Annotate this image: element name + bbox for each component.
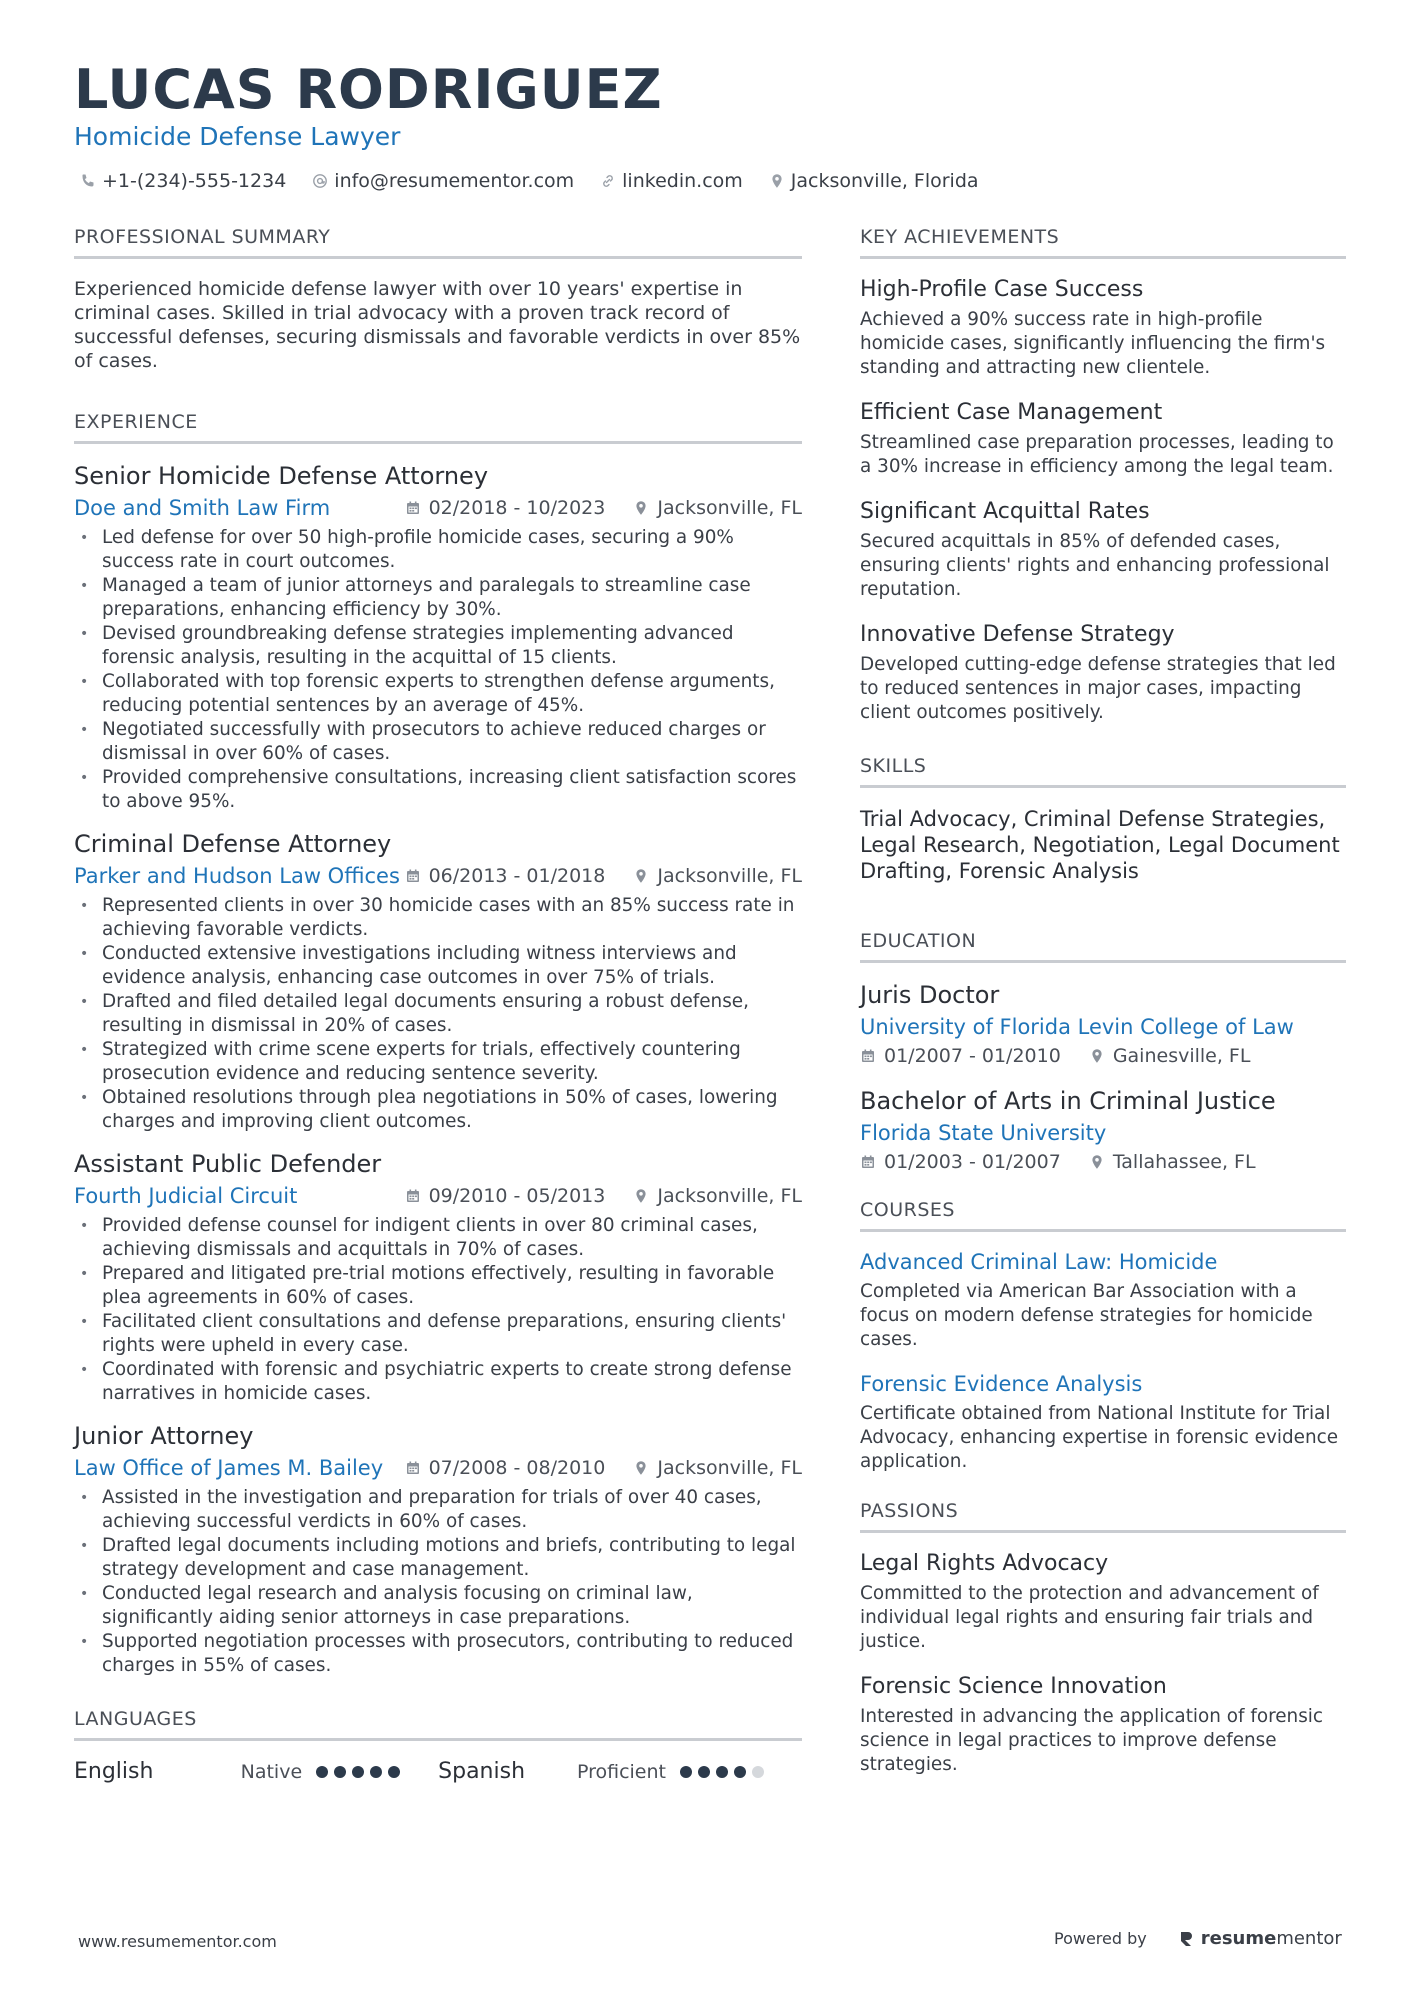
education-school: University of Florida Levin College of Law — [860, 1015, 1294, 1039]
job-title: Senior Homicide Defense Attorney — [74, 462, 489, 490]
education-meta — [860, 1151, 1346, 1173]
rating-dot — [680, 1766, 692, 1778]
section-title-experience: EXPERIENCE — [74, 411, 802, 444]
education-degree: Bachelor of Arts in Criminal Justice — [860, 1087, 1276, 1115]
job-bullet: • Conducted legal research and analysis focusing on criminal law, significantly aiding senior attorneys in case preparations. — [74, 1582, 802, 1630]
achievement-title: High-Profile Case Success — [860, 277, 1144, 302]
job-meta — [74, 1184, 802, 1208]
job-meta — [74, 1456, 802, 1480]
job-entry — [74, 462, 802, 814]
company-name: Parker and Hudson Law Offices — [74, 864, 400, 888]
job-bullet: • Obtained resolutions through plea negotiations in 50% of cases, lowering charges and improving client outcomes. — [74, 1086, 802, 1134]
contact-phone — [80, 170, 286, 192]
passion-title: Forensic Science Innovation — [860, 1674, 1167, 1699]
experience-section — [74, 411, 802, 1678]
linkedin-text: linkedin.com — [622, 170, 743, 192]
rating-dot — [388, 1766, 400, 1778]
job-meta-right — [405, 1185, 802, 1207]
language-name: English — [74, 1759, 154, 1784]
course-item — [860, 1250, 1346, 1352]
achievement-list — [860, 277, 1346, 725]
job-bullet: • Coordinated with forensic and psychiatric experts to create strong defense narratives in homicide cases. — [74, 1358, 802, 1406]
brand-suffix: mentor — [1276, 1928, 1342, 1949]
contact-location — [769, 170, 979, 192]
footer-powered — [1054, 1928, 1342, 1949]
education-school: Florida State University — [860, 1121, 1107, 1145]
job-bullet: • Supported negotiation processes with prosecutors, contributing to reduced charges in 55% of cases. — [74, 1630, 802, 1678]
job-dates — [405, 1457, 606, 1479]
education-item — [860, 1087, 1346, 1173]
job-location — [633, 1457, 802, 1479]
job-meta-right — [405, 1457, 802, 1479]
achievement-desc: Secured acquittals in 85% of defended cases, ensuring clients' rights and enhancing professional reputation. — [860, 531, 1330, 600]
section-title-passions: PASSIONS — [860, 1500, 1346, 1533]
achievement-desc: Achieved a 90% success rate in high-profile homicide cases, significantly influencing the firm's standing and attracting new clientele. — [860, 309, 1326, 378]
job-dates-text: 06/2013 - 01/2018 — [428, 865, 606, 887]
course-title: Forensic Evidence Analysis — [860, 1372, 1143, 1396]
footer-website[interactable]: www.resumementor.com — [78, 1932, 277, 1951]
language-name: Spanish — [438, 1759, 526, 1784]
education-location-text: Gainesville, FL — [1112, 1045, 1251, 1067]
language-level: Native — [240, 1760, 303, 1783]
course-item — [860, 1372, 1346, 1474]
section-title-courses: COURSES — [860, 1199, 1346, 1232]
rating-dot — [352, 1766, 364, 1778]
brand-logo[interactable] — [1179, 1928, 1342, 1949]
calendar-icon — [405, 1188, 421, 1204]
passion-desc: Committed to the protection and advancement of individual legal rights and ensuring fair trials and justice. — [860, 1583, 1319, 1652]
brand-prefix: resume — [1200, 1928, 1277, 1949]
education-list — [860, 981, 1346, 1173]
job-bullet: • Represented clients in over 30 homicide cases with an 85% success rate in achieving favorable verdicts. — [74, 894, 802, 942]
job-title: Junior Attorney — [74, 1422, 254, 1450]
job-title: Assistant Public Defender — [74, 1150, 382, 1178]
achievement-desc: Streamlined case preparation processes, leading to a 30% increase in efficiency among the legal team. — [860, 432, 1334, 477]
passion-desc: Interested in advancing the application of forensic science in legal practices to improve defense strategies. — [860, 1706, 1324, 1775]
education-degree: Juris Doctor — [860, 981, 1000, 1009]
education-location-text: Tallahassee, FL — [1112, 1151, 1256, 1173]
job-dates — [405, 1185, 606, 1207]
education-dates-text: 01/2007 - 01/2010 — [884, 1045, 1061, 1067]
language-rating — [316, 1766, 400, 1778]
calendar-icon — [860, 1048, 876, 1064]
job-location — [633, 865, 802, 887]
job-bullets — [74, 1214, 802, 1406]
rating-dot — [734, 1766, 746, 1778]
section-title-education: EDUCATION — [860, 930, 1346, 963]
rating-dot — [334, 1766, 346, 1778]
calendar-icon — [405, 868, 421, 884]
job-list — [74, 462, 802, 1678]
rating-dot — [752, 1766, 764, 1778]
rating-dot — [316, 1766, 328, 1778]
job-dates — [405, 865, 606, 887]
job-location-text: Jacksonville, FL — [657, 1457, 802, 1479]
languages-section — [74, 1708, 802, 1784]
course-desc: Completed via American Bar Association with a focus on modern defense strategies for homicide cases. — [860, 1281, 1313, 1350]
rating-dot — [698, 1766, 710, 1778]
right-column — [860, 226, 1346, 1797]
location-pin-icon — [1089, 1048, 1105, 1064]
location-pin-icon — [769, 173, 785, 189]
job-location-text: Jacksonville, FL — [657, 865, 802, 887]
course-title: Advanced Criminal Law: Homicide — [860, 1250, 1218, 1274]
passion-item — [860, 1674, 1346, 1777]
achievement-item — [860, 277, 1346, 380]
job-dates-text: 09/2010 - 05/2013 — [428, 1185, 606, 1207]
course-desc: Certificate obtained from National Institute for Trial Advocacy, enhancing expertise in forensic evidence application. — [860, 1403, 1339, 1472]
job-dates — [405, 497, 606, 519]
job-bullet: • Devised groundbreaking defense strategies implementing advanced forensic analysis, resulting in the acquittal of 15 clients. — [74, 622, 802, 670]
summary-section — [74, 226, 802, 373]
calendar-icon — [405, 1460, 421, 1476]
location-pin-icon — [1089, 1154, 1105, 1170]
job-location — [633, 497, 802, 519]
location-pin-icon — [633, 868, 649, 884]
education-meta — [860, 1045, 1346, 1067]
job-location-text: Jacksonville, FL — [657, 1185, 802, 1207]
job-location-text: Jacksonville, FL — [657, 497, 802, 519]
email-text: info@resumementor.com — [334, 170, 575, 192]
achievement-item — [860, 400, 1346, 479]
rating-dot — [370, 1766, 382, 1778]
job-meta-right — [405, 865, 802, 887]
job-bullet: • Managed a team of junior attorneys and paralegals to streamline case preparations, enhancing efficiency by 30%. — [74, 574, 802, 622]
achievement-title: Significant Acquittal Rates — [860, 499, 1150, 524]
calendar-icon — [860, 1154, 876, 1170]
passion-title: Legal Rights Advocacy — [860, 1551, 1109, 1576]
candidate-role: Homicide Defense Lawyer — [74, 122, 401, 151]
job-meta-right — [405, 497, 802, 519]
job-bullets — [74, 894, 802, 1134]
contact-bar — [80, 170, 979, 192]
achievement-title: Innovative Defense Strategy — [860, 622, 1175, 647]
job-entry — [74, 830, 802, 1134]
left-column — [74, 226, 802, 1784]
job-location — [633, 1185, 802, 1207]
company-name: Law Office of James M. Bailey — [74, 1456, 384, 1480]
location-pin-icon — [633, 1188, 649, 1204]
education-dates — [860, 1151, 1061, 1173]
education-dates-text: 01/2003 - 01/2007 — [884, 1151, 1061, 1173]
candidate-name: LUCAS RODRIGUEZ — [74, 58, 663, 121]
language-rating — [680, 1766, 764, 1778]
contact-email[interactable] — [312, 170, 574, 192]
job-bullet: • Strategized with crime scene experts for trials, effectively countering prosecution evidence and reducing sentence severity. — [74, 1038, 802, 1086]
job-meta — [74, 496, 802, 520]
skills-section — [860, 755, 1346, 884]
achievement-item — [860, 499, 1346, 602]
job-bullets — [74, 526, 802, 814]
passion-list — [860, 1551, 1346, 1777]
job-title: Criminal Defense Attorney — [74, 830, 392, 858]
job-dates-text: 07/2008 - 08/2010 — [428, 1457, 606, 1479]
job-entry — [74, 1150, 802, 1406]
rating-dot — [716, 1766, 728, 1778]
job-bullet: • Negotiated successfully with prosecutors to achieve reduced charges or dismissal in over 60% of cases. — [74, 718, 802, 766]
job-bullet: • Facilitated client consultations and defense preparations, ensuring clients' rights were upheld in every case. — [74, 1310, 802, 1358]
job-bullet: • Provided comprehensive consultations, increasing client satisfaction scores to above 95%. — [74, 766, 802, 814]
achievements-section — [860, 226, 1346, 725]
job-bullet: • Led defense for over 50 high-profile homicide cases, securing a 90% success rate in court outcomes. — [74, 526, 802, 574]
job-bullet: • Prepared and litigated pre-trial motions effectively, resulting in favorable plea agreements in 60% of cases. — [74, 1262, 802, 1310]
passions-section — [860, 1500, 1346, 1777]
passion-item — [860, 1551, 1346, 1654]
summary-text: Experienced homicide defense lawyer with over 10 years' expertise in criminal cases. Skilled in trial advocacy with a proven track record of successful defenses, securing dismissals and favorable verdicts in over 85% of cases. — [74, 278, 801, 372]
section-title-achievements: KEY ACHIEVEMENTS — [860, 226, 1346, 259]
education-section — [860, 930, 1346, 1173]
job-bullet: • Conducted extensive investigations including witness interviews and evidence analysis, enhancing case outcomes in over 75% of trials. — [74, 942, 802, 990]
job-bullets — [74, 1486, 802, 1678]
brand-mark-icon — [1179, 1930, 1195, 1948]
courses-section — [860, 1199, 1346, 1474]
education-item — [860, 981, 1346, 1067]
location-pin-icon — [633, 500, 649, 516]
section-title-languages: LANGUAGES — [74, 1708, 802, 1741]
education-dates — [860, 1045, 1061, 1067]
achievement-title: Efficient Case Management — [860, 400, 1163, 425]
education-location — [1089, 1045, 1251, 1067]
job-meta — [74, 864, 802, 888]
language-list — [74, 1759, 802, 1784]
education-location — [1089, 1151, 1256, 1173]
skills-text: Trial Advocacy, Criminal Defense Strategies, Legal Research, Negotiation, Legal Document Drafting, Forensic Analysis — [860, 807, 1340, 883]
company-name: Doe and Smith Law Firm — [74, 496, 331, 520]
location-pin-icon — [633, 1460, 649, 1476]
achievement-desc: Developed cutting-edge defense strategies that led to reduced sentences in major cases, impacting client outcomes positively. — [860, 654, 1336, 723]
course-list — [860, 1250, 1346, 1474]
calendar-icon — [405, 500, 421, 516]
section-title-skills: SKILLS — [860, 755, 1346, 788]
powered-by-text: Powered by — [1054, 1929, 1147, 1948]
job-bullet: • Collaborated with top forensic experts to strengthen defense arguments, reducing potential sentences by an average of 45%. — [74, 670, 802, 718]
job-entry — [74, 1422, 802, 1678]
company-name: Fourth Judicial Circuit — [74, 1184, 298, 1208]
achievement-item — [860, 622, 1346, 725]
job-bullet: • Assisted in the investigation and preparation for trials of over 40 cases, achieving successful verdicts in 60% of cases. — [74, 1486, 802, 1534]
job-bullet: • Provided defense counsel for indigent clients in over 80 criminal cases, achieving dismissals and acquittals in 70% of cases. — [74, 1214, 802, 1262]
link-icon — [600, 173, 616, 189]
at-icon — [312, 173, 328, 189]
job-dates-text: 02/2018 - 10/2023 — [428, 497, 606, 519]
job-bullet: • Drafted and filed detailed legal documents ensuring a robust defense, resulting in dismissal in 20% of cases. — [74, 990, 802, 1038]
location-text: Jacksonville, Florida — [790, 170, 979, 192]
language-level: Proficient — [576, 1760, 666, 1783]
contact-linkedin[interactable] — [600, 170, 743, 192]
phone-text: +1-(234)-555-1234 — [102, 170, 287, 192]
phone-icon — [80, 173, 96, 189]
section-title-summary: PROFESSIONAL SUMMARY — [74, 226, 802, 259]
job-bullet: • Drafted legal documents including motions and briefs, contributing to legal strategy development and case management. — [74, 1534, 802, 1582]
